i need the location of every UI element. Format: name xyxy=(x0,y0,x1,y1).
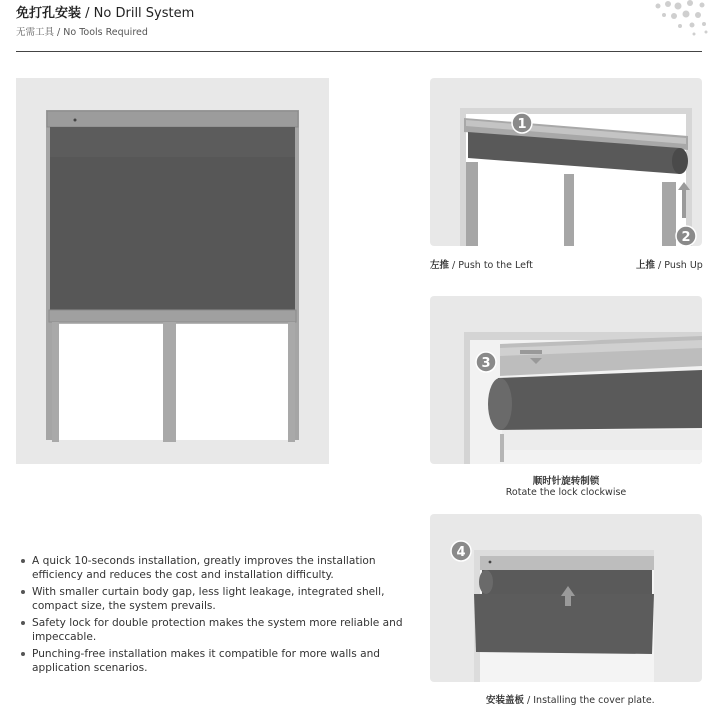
header-divider xyxy=(16,51,702,52)
step-number-3: 3 xyxy=(481,356,491,371)
step-number-2: 2 xyxy=(681,230,691,245)
main-window-illustration xyxy=(16,78,329,464)
subtitle-en: / No Tools Required xyxy=(54,27,148,38)
step-panel-push xyxy=(430,78,702,246)
push-illustration xyxy=(430,78,702,246)
feature-item: Safety lock for double protection makes the system more reliable and impeccable. xyxy=(18,616,418,644)
page-title xyxy=(16,2,194,21)
caption-rotate xyxy=(430,473,702,498)
roller-blind-window-image xyxy=(16,78,329,464)
feature-item: With smaller curtain body gap, less light leakage, integrated shell, compact size, the system prevails. xyxy=(18,585,418,613)
cover-plate-illustration xyxy=(430,514,702,682)
decorative-dots-icon xyxy=(636,0,720,38)
rotate-lock-illustration xyxy=(430,296,702,464)
caption-push-left: 左推 / Push to the Left xyxy=(430,260,533,271)
feature-item: A quick 10-seconds installation, greatly improves the installation efficiency and reduces the cost and installation difficulty. xyxy=(18,554,418,582)
caption-push-up: 上推 / Push Up xyxy=(636,260,703,271)
feature-item: Punching-free installation makes it compatible for more walls and application scenarios. xyxy=(18,647,418,675)
subtitle-cn: 无需工具 xyxy=(16,27,55,38)
title-en: / No Drill System xyxy=(81,6,195,21)
step-number-1: 1 xyxy=(517,117,527,132)
caption-rotate-cn: 顺时针旋转制锁 xyxy=(532,476,600,487)
feature-list xyxy=(18,554,418,678)
step-panel-rotate xyxy=(430,296,702,464)
caption-rotate-en: Rotate the lock clockwise xyxy=(505,487,627,498)
page-subtitle xyxy=(16,24,148,38)
step-panel-cover xyxy=(430,514,702,682)
step-number-4: 4 xyxy=(456,545,466,560)
title-cn: 免打孔安装 xyxy=(16,6,82,21)
caption-cover: 安装盖板 / Installing the cover plate. xyxy=(486,695,655,706)
